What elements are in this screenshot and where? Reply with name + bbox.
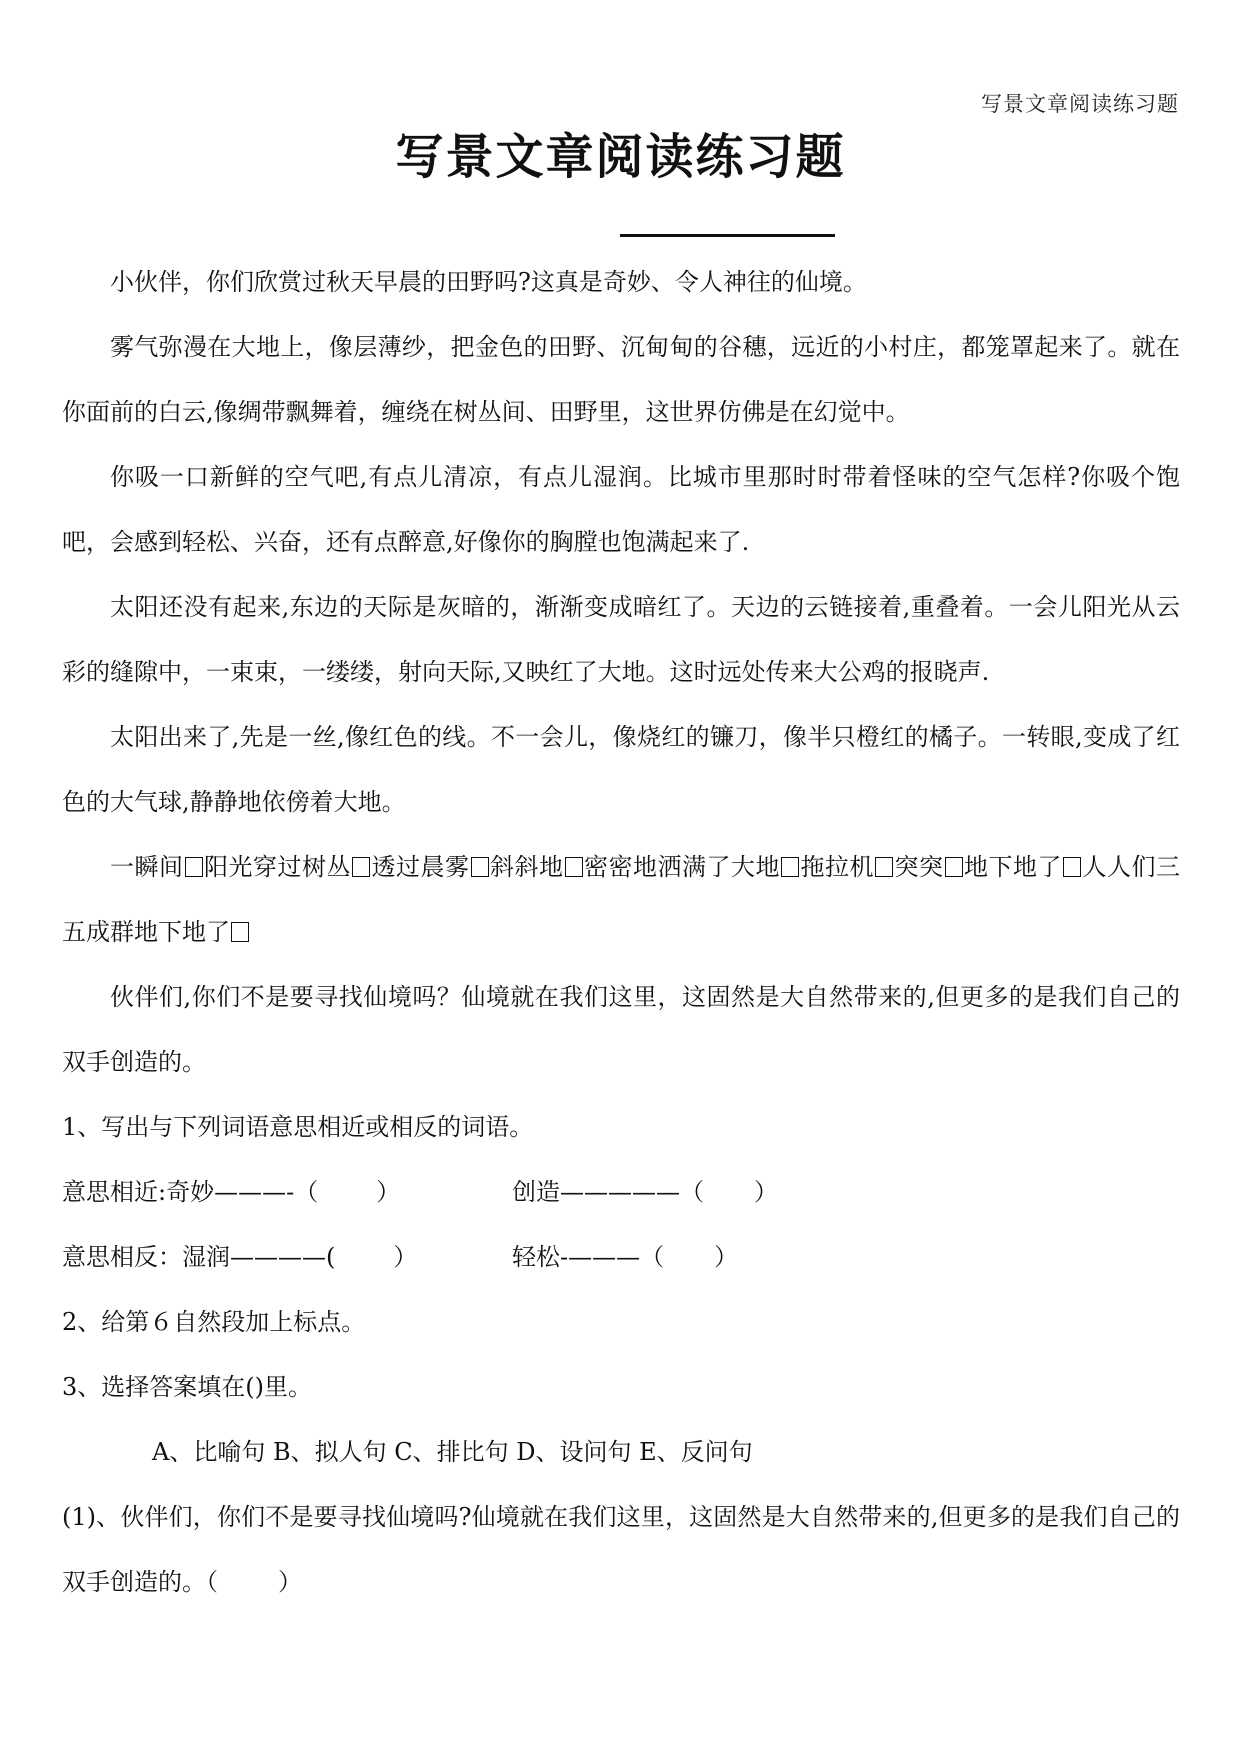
close-paren: ）: [278, 1568, 302, 1596]
punctuation-box[interactable]: [1063, 857, 1081, 877]
paragraph-6-segment: 突突: [894, 853, 944, 881]
vocab-antonym-1: [62, 1225, 512, 1290]
page-title: 写景文章阅读练习题: [395, 129, 846, 185]
punctuation-box[interactable]: [231, 922, 249, 942]
title-underline: [620, 234, 835, 237]
question-3-item-1-text: (1)、伙伴们，你们不是要寻找仙境吗?仙境就在我们这里，这固然是大自然带来的,但更多的是我们自己的双手创造的。（: [62, 1503, 1180, 1596]
question-1-label: 1、写出与下列词语意思相近或相反的词语。: [62, 1113, 534, 1141]
paragraph-6-punctuation-exercise: [62, 835, 1180, 965]
paragraph-3: 你吸一口新鲜的空气吧,有点儿清凉，有点儿湿润。比城市里那时时带着怪味的空气怎样?你吸个饱吧，会感到轻松、兴奋，还有点醉意,好像你的胸膛也饱满起来了.: [62, 463, 1180, 556]
paragraph-6-segment: 一瞬间: [110, 853, 184, 881]
close-paren: ）: [754, 1178, 778, 1206]
paragraph-7: 伙伴们,你们不是要寻找仙境吗？仙境就在我们这里，这固然是大自然带来的,但更多的是我们自己的双手创造的。: [62, 983, 1180, 1076]
vocab-row-synonyms: [62, 1160, 1180, 1225]
punctuation-box[interactable]: [875, 857, 893, 877]
paragraph-6-segment: 地下地了: [963, 853, 1062, 881]
punctuation-box[interactable]: [185, 857, 203, 877]
vocab-synonym-1: [62, 1160, 512, 1225]
close-paren: ）: [393, 1243, 418, 1271]
vocab-prompt: 轻松-———（: [512, 1243, 665, 1271]
vocab-antonym-2: [512, 1225, 738, 1290]
punctuation-box[interactable]: [781, 857, 799, 877]
vocab-prompt: 意思相近:奇妙———-（: [62, 1178, 319, 1206]
vocab-row-antonyms: [62, 1225, 1180, 1290]
paragraph-4: 太阳还没有起来,东边的天际是灰暗的，渐渐变成暗红了。天边的云链接着,重叠着。一会儿阳光从云彩的缝隙中，一束束，一缕缕，射向天际,又映红了大地。这时远处传来大公鸡的报晓声.: [62, 593, 1180, 686]
vocab-prompt: 意思相反：湿润————(: [62, 1243, 336, 1271]
paragraph-6-segment: 密密地洒满了大地: [583, 853, 780, 881]
document-body: [62, 250, 1180, 1615]
running-header: 写景文章阅读练习题: [981, 92, 1179, 116]
question-3-item-1: [62, 1485, 1180, 1615]
paragraph-1: 小伙伴，你们欣赏过秋天早晨的田野吗?这真是奇妙、令人神往的仙境。: [110, 268, 867, 296]
paragraph-6-segment: 阳光穿过树丛: [203, 853, 351, 881]
paragraph-6-segment: 拖拉机: [800, 853, 874, 881]
paragraph-6-segment: 透过晨雾: [371, 853, 470, 881]
question-2-label: 2、给第６自然段加上标点。: [62, 1308, 366, 1336]
paragraph-5: 太阳出来了,先是一丝,像红色的线。不一会儿，像烧红的镰刀，像半只橙红的橘子。一转眼,变成了红色的大气球,静静地依傍着大地。: [62, 723, 1180, 816]
vocab-prompt: 创造—————（: [512, 1178, 704, 1206]
question-3-options: A、比喻句 B、拟人句 C、排比句 D、设问句 E、反问句: [152, 1438, 753, 1466]
punctuation-box[interactable]: [565, 857, 583, 877]
paragraph-2: 雾气弥漫在大地上，像层薄纱，把金色的田野、沉甸甸的谷穗，远近的小村庄，都笼罩起来了。就在你面前的白云,像绸带飘舞着，缠绕在树丛间、田野里，这世界仿佛是在幻觉中。: [62, 333, 1180, 426]
punctuation-box[interactable]: [352, 857, 370, 877]
paragraph-6-segment: 人人们三五成群地下地了: [62, 853, 1180, 946]
punctuation-box[interactable]: [471, 857, 489, 877]
punctuation-box[interactable]: [945, 857, 963, 877]
question-3-label: 3、选择答案填在()里。: [62, 1373, 312, 1401]
paragraph-6-segment: 斜斜地: [489, 853, 564, 881]
close-paren: ）: [376, 1178, 401, 1206]
vocab-synonym-2: [512, 1160, 778, 1225]
close-paren: ）: [714, 1243, 739, 1271]
